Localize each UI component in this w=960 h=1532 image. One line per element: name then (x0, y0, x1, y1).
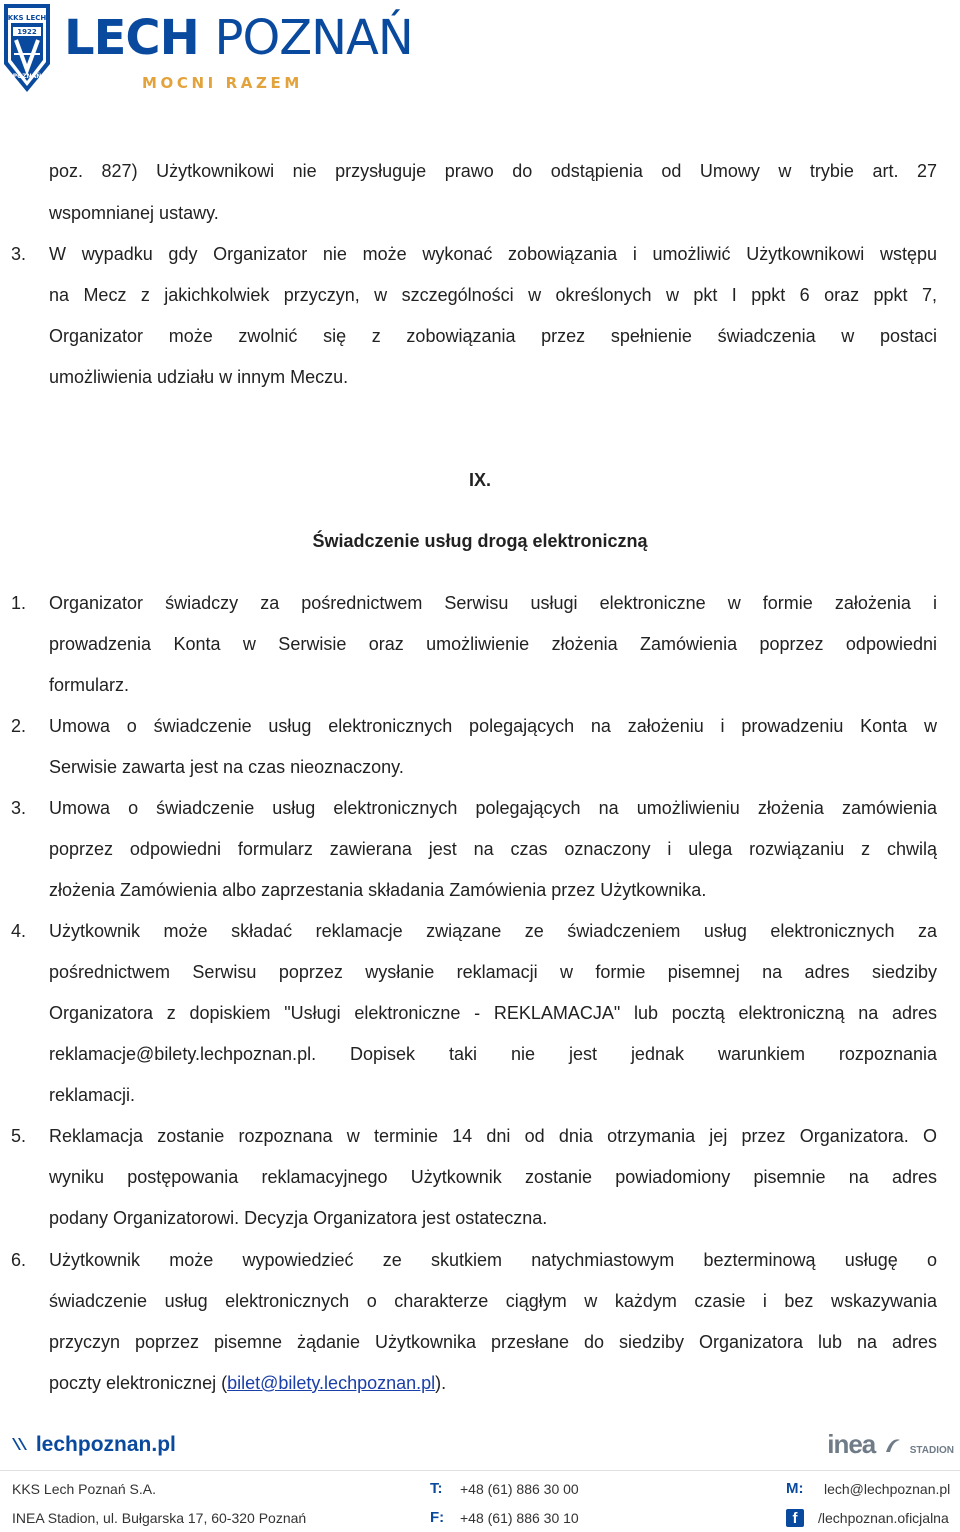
paragraph-line: prowadzenia Konta w Serwisie oraz umożliwienie złożenia Zamówienia poprzez odpowiedni (49, 634, 937, 654)
club-crest-icon (2, 2, 52, 94)
paragraph-line: pośrednictwem Serwisu poprzez wysłanie reklamacji w formie pisemnej na adres siedziby (49, 962, 937, 982)
brand-name-light: POZNAŃ (214, 10, 413, 66)
paragraph-line: W wypadku gdy Organizator nie może wykonać zobowiązania i umożliwić Użytkownikowi wstępu (49, 244, 937, 264)
company-address: INEA Stadion, ul. Bułgarska 17, 60-320 Poznań (12, 1510, 307, 1526)
paragraph-line: świadczenie usług elektronicznych o charakterze ciągłym w każdym czasie i bez wskazywania (49, 1291, 937, 1311)
footer (0, 1425, 960, 1532)
paragraph-line: reklamacje@bilety.lechpoznan.pl. Dopisek taki nie jest jednak warunkiem rozpoznania (49, 1044, 937, 1064)
section-title: Świadczenie usług drogą elektroniczną (312, 531, 648, 551)
company-name: KKS Lech Poznań S.A. (12, 1481, 156, 1497)
header (0, 0, 413, 100)
paragraph-line: podany Organizatorowi. Decyzja Organizatora jest ostateczna. (49, 1208, 548, 1228)
paragraph-line: umożliwienia udziału w innym Meczu. (49, 367, 349, 387)
item-number: 5. (11, 1126, 27, 1146)
footer-site: lechpoznan.pl (35, 1433, 176, 1456)
sponsor-sub: STADION (909, 1445, 954, 1456)
facebook-value[interactable]: /lechpoznan.oficjalna (818, 1510, 949, 1526)
paragraph-line: Organizator może zwolnić się z zobowiązania przez spełnienie świadczenia w postaci (49, 326, 937, 346)
section-number: IX. (468, 470, 491, 490)
paragraph-line: Umowa o świadczenie usług elektronicznych polegających na umożliwieniu złożenia zamówienia (49, 798, 937, 818)
crest-year: 1922 (17, 28, 37, 36)
crest-top-text: KKS LECH (7, 14, 47, 22)
email-prefix: poczty elektronicznej ( (49, 1373, 228, 1393)
item-number: 1. (11, 593, 27, 613)
sponsor-name: inea (827, 1429, 876, 1459)
footer-divider (0, 1470, 960, 1471)
footer-site-logo[interactable] (10, 1433, 176, 1457)
item-number: 3. (11, 798, 27, 818)
paragraph-line: poprzez odpowiedni formularz zawierana jest na czas oznaczony i ulega rozwiązaniu z chwilą (49, 839, 937, 859)
mail-value[interactable]: lech@lechpoznan.pl (824, 1481, 951, 1497)
tel-value: +48 (61) 886 30 00 (460, 1481, 579, 1497)
paragraph-line: Serwisie zawarta jest na czas nieoznaczony. (49, 757, 404, 777)
fax-label: F: (430, 1509, 445, 1526)
item-number: 6. (11, 1250, 27, 1270)
lech-mark-icon (10, 1436, 30, 1452)
paragraph-line: Użytkownik może wypowiedzieć ze skutkiem natychmiastowym bezterminową usługę o (49, 1250, 937, 1270)
paragraph-line: Użytkownik może składać reklamacje związane ze świadczeniem usług elektronicznych za (49, 921, 937, 941)
paragraph-line: przyczyn poprzez pisemne żądanie Użytkownika przesłane do siedziby Organizatora lub na adres (49, 1332, 937, 1352)
paragraph-line: wyniku postępowania reklamacyjnego Użytkownik zostanie powiadomiony pisemnie na adres (49, 1167, 937, 1187)
brand-name (64, 10, 413, 66)
facebook-icon: f (786, 1509, 804, 1527)
intro-line: poz. 827) Użytkownikowi nie przysługuje prawo do odstąpienia od Umowy w trybie art. 27 (49, 161, 937, 181)
paragraph-line: na Mecz z jakichkolwiek przyczyn, w szczególności w określonych w pkt I ppkt 6 oraz ppkt 7, (49, 285, 937, 305)
contact-email-link[interactable]: bilet@bilety.lechpoznan.pl (227, 1373, 436, 1393)
item-number: 2. (11, 716, 27, 736)
item-number: 4. (11, 921, 27, 941)
email-suffix: ). (435, 1373, 447, 1393)
paragraph-line-last (49, 1370, 937, 1396)
intro-line: wspomnianej ustawy. (49, 203, 219, 223)
paragraph-line: Umowa o świadczenie usług elektronicznych polegających na założeniu i prowadzeniu Konta w (49, 716, 937, 736)
paragraph-line: Reklamacja zostanie rozpoznana w terminie 14 dni od dnia otrzymania jej przez Organizatora. O (49, 1126, 937, 1146)
paragraph-line: formularz. (49, 675, 130, 695)
crest-bottom-text: POZNAŃ (12, 73, 42, 80)
brand-name-bold: LECH (64, 10, 199, 66)
item-number: 3. (11, 244, 27, 264)
mail-label: M: (786, 1480, 804, 1497)
sponsor-logo (827, 1429, 954, 1460)
paragraph-line: Organizatora z dopiskiem "Usługi elektroniczne - REKLAMACJA" lub pocztą elektroniczną na adres (49, 1003, 937, 1023)
paragraph-line: złożenia Zamówienia albo zaprzestania składania Zamówienia przez Użytkownika. (49, 880, 707, 900)
paragraph-line: Organizator świadczy za pośrednictwem Serwisu usługi elektroniczne w formie założenia i (49, 593, 937, 613)
tel-label: T: (430, 1480, 443, 1497)
fax-value: +48 (61) 886 30 10 (460, 1510, 579, 1526)
brand-tagline: MOCNI RAZEM (142, 74, 303, 92)
sponsor-mark-icon (882, 1434, 904, 1456)
paragraph-line: reklamacji. (49, 1085, 136, 1105)
